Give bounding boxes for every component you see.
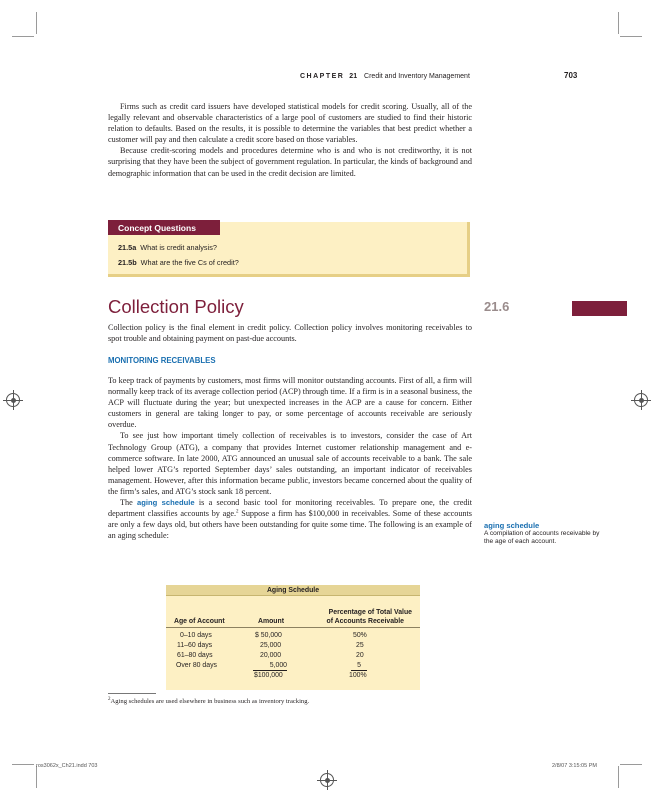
header-percentage-line1: Percentage of Total Value	[328, 609, 412, 616]
crop-mark	[618, 766, 619, 788]
footnote-number: 2	[108, 696, 111, 702]
table-header	[166, 596, 420, 628]
crop-mark	[620, 36, 642, 37]
footnote-rule	[108, 693, 156, 694]
concept-question	[118, 258, 239, 267]
intro-text	[108, 101, 472, 179]
table-total-pct: 100%	[349, 672, 367, 679]
chapter-title: Credit and Inventory Management	[364, 73, 470, 80]
footnote	[108, 698, 309, 705]
section-color-bar	[572, 301, 627, 316]
paragraph: Collection policy is the final element in credit policy. Collection policy involves monitoring receivables to spot trouble and obtaining payment on past-due accounts.	[108, 323, 472, 344]
question-text: What is credit analysis?	[140, 243, 217, 252]
running-header	[300, 73, 470, 80]
chapter-number: 21	[349, 73, 358, 80]
table-cell-pct: 50%	[353, 632, 367, 639]
crop-mark	[36, 12, 37, 34]
header-age: Age of Account	[174, 618, 225, 625]
aging-schedule-table	[166, 585, 420, 690]
table-cell-amount: 20,000	[260, 652, 282, 659]
key-term: aging schedule	[137, 498, 195, 508]
concept-questions-box	[108, 222, 470, 277]
slug-filename: ros3062x_Ch21.indd 703	[36, 763, 98, 769]
table-cell-amount: 25,000	[260, 642, 282, 649]
text-run: is a second basic tool for monitoring receivables. To prepare one, the credit department classifies accounts by age.	[108, 498, 472, 519]
table-cell-pct: 20	[356, 652, 364, 659]
table-cell-age: 0–10 days	[180, 632, 212, 639]
table-total-amount: $100,000	[254, 672, 283, 679]
paragraph: To see just how important timely collection of receivables is to investors, consider the case of Art Technology Group (ATG), a company that provides Internet customer relationship management and e-commerce software. In late 2000, ATG announced an unusual sale of accounts receivable to a bank. The sale helped lower ATG’s reported September days’ sales outstanding, an important indicator of receivables management. However, after this information became public, investors became concerned about the quality of the firm’s sales, and ATG’s stock sank 18 percent.	[108, 431, 472, 496]
table-cell-amount: $ 50,000	[255, 632, 282, 639]
registration-mark-bottom	[320, 773, 334, 787]
paragraph: Because credit-scoring models and procedures determine who is and who is not creditworthy, it is not surprising that they have been the subject of government regulation. In particular, the kinds of background and demographic information that can be used in the credit decision are limited.	[108, 146, 472, 178]
margin-term: aging schedule	[484, 521, 540, 530]
table-cell-age: Over 80 days	[176, 662, 217, 669]
registration-mark-right	[634, 393, 648, 407]
paragraph: To keep track of payments by customers, most firms will monitor outstanding accounts. First of all, a firm will normally keep track of its average collection period (ACP) through time. If a firm is in a seasonal business, the ACP will fluctuate during the year; but unexpected increases in the ACP are a cause for concern. Either customers in general are taking longer to pay, or some percentage of accounts receivable are seriously overdue.	[108, 376, 472, 430]
concept-questions-title: Concept Questions	[108, 220, 220, 235]
text-run: The	[120, 498, 138, 508]
crop-mark	[12, 764, 34, 765]
registration-mark-left	[6, 393, 20, 407]
section-title: Collection Policy	[108, 296, 244, 317]
margin-definition	[484, 521, 604, 547]
concept-question	[118, 243, 217, 252]
margin-definition-text: A compilation of accounts receivable by the age of each account.	[484, 530, 600, 546]
crop-mark	[12, 36, 34, 37]
footnote-marker: 2	[236, 509, 239, 515]
text-run: Suppose a firm has $100,000 in receivables. Some of these accounts are only a few days old, but others have been outstanding for quite some time. The following is an example of an aging schedule:	[108, 509, 472, 541]
page-number: 703	[564, 71, 578, 80]
crop-mark	[620, 764, 642, 765]
table-cell-pct: 25	[356, 642, 364, 649]
question-text: What are the five Cs of credit?	[140, 258, 239, 267]
chapter-label: CHAPTER	[300, 73, 345, 80]
section-intro	[108, 322, 472, 344]
table-title: Aging Schedule	[166, 585, 420, 596]
question-number: 21.5a	[118, 243, 137, 252]
header-percentage-line2: of Accounts Receivable	[326, 618, 404, 625]
paragraph: Firms such as credit card issuers have developed statistical models for credit scoring. Usually, all of the legally relevant and observable characteristics of a large pool of customers are studied to find their historic relation to defaults. Based on the results, it is possible to determine the variables that best predict whether a customer will pay and then calculate a credit score based on those variables.	[108, 102, 472, 145]
footnote-text: Aging schedules are used elsewhere in business such as inventory tracking.	[110, 698, 310, 705]
table-cell-age: 61–80 days	[177, 652, 213, 659]
crop-mark	[36, 766, 37, 788]
table-body	[166, 628, 420, 690]
question-number: 21.5b	[118, 258, 137, 267]
table-cell-amount: 5,000	[253, 662, 287, 671]
table-cell-pct: 5	[351, 662, 367, 671]
crop-mark	[618, 12, 619, 34]
subsection-title: MONITORING RECEIVABLES	[108, 356, 216, 365]
paragraph	[108, 497, 472, 541]
slug-timestamp: 2/8/07 3:15:05 PM	[552, 763, 597, 769]
table-cell-age: 11–60 days	[177, 642, 213, 649]
subsection-text	[108, 375, 472, 541]
section-number: 21.6	[484, 299, 510, 314]
header-amount: Amount	[258, 618, 285, 625]
